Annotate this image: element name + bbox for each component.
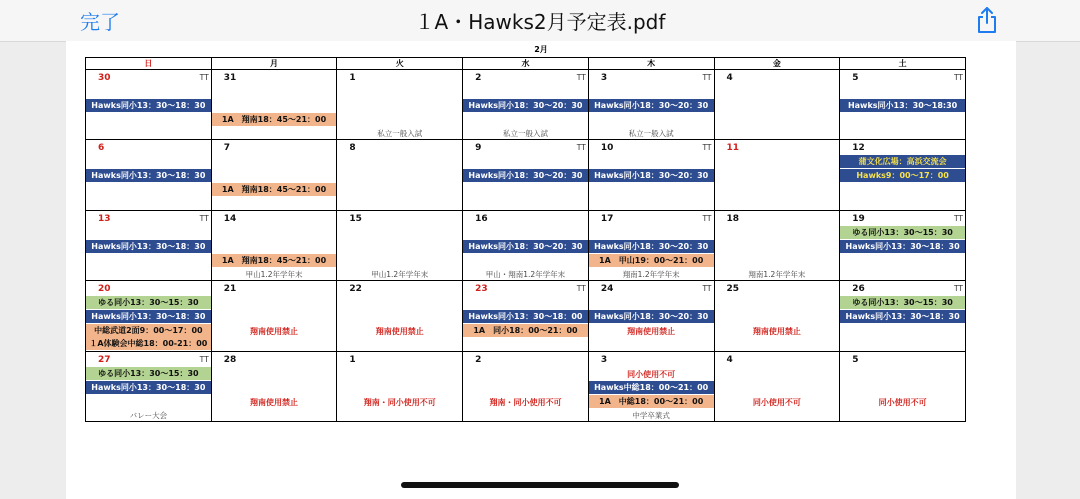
day-number: 21 — [223, 284, 237, 295]
calendar-day-cell — [86, 351, 212, 421]
day-number: 30 — [98, 73, 111, 83]
event-bar: Hawks同小13：30〜18:30 — [840, 99, 965, 112]
tt-marker: TT — [702, 284, 712, 294]
restriction-note: 同小使用不可 — [752, 397, 801, 407]
calendar-day-cell — [463, 281, 589, 351]
calendar-day-cell — [588, 351, 714, 421]
event-note: 翔南1.2年学年末 — [622, 269, 680, 279]
event-bar: 蒲文化広場：高浜交流会 — [840, 155, 965, 168]
event-bar: ゆる同小13：30〜15：30 — [840, 226, 965, 239]
calendar-day-cell — [840, 70, 966, 140]
day-number: 23 — [475, 284, 488, 295]
event-bar: 中総武道2面9：00〜17：00 — [86, 324, 211, 337]
event-note: 甲山1.2年学年末 — [245, 269, 303, 279]
day-number: 15 — [349, 213, 362, 224]
calendar-month-title: 2月 — [534, 45, 548, 54]
tt-marker: TT — [576, 143, 586, 153]
calendar-week-row — [86, 210, 966, 280]
day-number: 14 — [223, 213, 237, 224]
calendar-day-cell — [714, 140, 840, 210]
event-bar: Hawks同小13：30〜18：30 — [86, 310, 211, 323]
event-bar: 1A 翔南18：45〜21：00 — [212, 183, 337, 196]
event-bar: Hawks9：00〜17：00 — [840, 169, 965, 182]
calendar-day-cell — [714, 70, 840, 140]
day-number: 19 — [852, 213, 865, 224]
weekday-header: 金 — [714, 58, 840, 70]
restriction-note: 翔南使用禁止 — [627, 327, 676, 337]
event-bar: Hawks同小18：30〜20：30 — [463, 240, 588, 253]
day-number: 1 — [349, 354, 356, 365]
day-number: 5 — [852, 73, 859, 83]
calendar-day-cell — [588, 140, 714, 210]
day-number: 12 — [852, 143, 865, 154]
tt-marker: TT — [199, 213, 209, 223]
restriction-note: 同小使用不可 — [878, 397, 927, 407]
calendar-day-cell — [211, 140, 337, 210]
event-bar: Hawks同小13：30〜18：30 — [840, 310, 965, 323]
day-number: 13 — [98, 213, 111, 224]
day-number: 1 — [349, 73, 356, 83]
day-number: 16 — [475, 213, 488, 224]
tt-marker: TT — [199, 354, 209, 364]
event-note: 中学卒業式 — [632, 410, 670, 420]
event-note: 翔南1.2年学年末 — [748, 269, 806, 279]
calendar-day-cell — [714, 351, 840, 421]
tt-marker: TT — [702, 73, 712, 82]
calendar-day-cell — [463, 210, 589, 280]
calendar-week-row — [86, 281, 966, 351]
event-note: バレー大会 — [129, 410, 168, 420]
event-bar: Hawks同小18：30〜20：30 — [463, 169, 588, 182]
tt-marker: TT — [199, 73, 209, 82]
tt-marker: TT — [702, 143, 712, 153]
event-bar: Hawks同小18：30〜20：30 — [589, 99, 714, 112]
calendar-day-cell — [463, 351, 589, 421]
day-number: 3 — [600, 354, 608, 365]
event-bar: Hawks中総18：00〜21：00 — [589, 381, 714, 394]
day-number: 28 — [223, 354, 237, 365]
event-bar: １A体験会中総18：00-21：00 — [86, 337, 211, 350]
event-bar: ゆる同小13：30〜15：30 — [86, 367, 211, 380]
day-number: 26 — [852, 284, 865, 295]
calendar-day-cell — [714, 281, 840, 351]
calendar-day-cell — [337, 351, 463, 421]
calendar-week-row — [86, 351, 966, 421]
pdf-page — [66, 41, 1016, 499]
event-bar: 1A 中総18：00〜21：00 — [589, 395, 714, 408]
event-bar: Hawks同小13：30〜18：30 — [86, 169, 211, 182]
event-note: 私立一般入試 — [502, 129, 548, 138]
day-number: 4 — [726, 354, 733, 365]
event-bar: 1A 甲山19：00〜21：00 — [589, 254, 714, 267]
event-bar: 1A 翔南18：45〜21：00 — [212, 254, 337, 267]
calendar-grid — [85, 57, 966, 422]
calendar-day-cell — [337, 140, 463, 210]
calendar-day-cell — [211, 351, 337, 421]
restriction-note: 翔南・同小使用不可 — [363, 397, 436, 407]
event-bar: Hawks同小18：30〜20：30 — [589, 169, 714, 182]
calendar-day-cell — [86, 140, 212, 210]
event-bar: Hawks同小18：30〜20：30 — [463, 99, 588, 112]
restriction-note: 翔南使用禁止 — [752, 327, 801, 337]
event-bar: Hawks同小18：30〜20：30 — [589, 240, 714, 253]
weekday-header: 木 — [588, 58, 714, 70]
calendar-day-cell — [840, 140, 966, 210]
calendar-day-cell — [337, 210, 463, 280]
restriction-note: 同小使用不可 — [627, 369, 676, 379]
nav-bar — [0, 0, 1080, 42]
event-bar: Hawks同小13：30〜18：30 — [86, 381, 211, 394]
tt-marker: TT — [576, 284, 586, 294]
event-bar: ゆる同小13：30〜15：30 — [840, 296, 965, 309]
day-number: 25 — [726, 284, 740, 295]
day-number: 10 — [600, 143, 614, 154]
weekday-header: 火 — [337, 58, 463, 70]
calendar-day-cell — [463, 70, 589, 140]
event-note: 私立一般入試 — [377, 129, 423, 138]
event-bar: ゆる同小13：30〜15：30 — [86, 296, 211, 309]
day-number: 17 — [600, 213, 614, 224]
calendar-day-cell — [840, 351, 966, 421]
weekday-header: 水 — [463, 58, 589, 70]
event-bar: 1A 同小18：00〜21：00 — [463, 324, 588, 337]
tt-marker: TT — [576, 73, 586, 82]
calendar-day-cell — [588, 281, 714, 351]
calendar-day-cell — [86, 210, 212, 280]
tt-marker: TT — [953, 73, 963, 82]
calendar-day-cell — [588, 70, 714, 140]
event-bar: 1A 翔南18：45〜21：00 — [212, 113, 337, 126]
calendar-day-cell — [211, 281, 337, 351]
day-number: 2 — [475, 354, 482, 365]
event-note: 私立一般入試 — [628, 129, 674, 138]
day-number: 27 — [98, 354, 111, 365]
share-icon[interactable] — [974, 6, 1000, 34]
day-number: 18 — [726, 213, 740, 224]
restriction-note: 翔南使用禁止 — [250, 327, 299, 337]
day-number: 3 — [600, 73, 608, 83]
calendar-day-cell — [840, 210, 966, 280]
calendar-day-cell — [588, 210, 714, 280]
restriction-note: 翔南使用禁止 — [375, 327, 424, 337]
day-number: 2 — [475, 73, 482, 83]
tt-marker: TT — [953, 213, 963, 223]
day-number: 4 — [726, 73, 733, 83]
restriction-note: 翔南・同小使用不可 — [489, 397, 562, 407]
day-number: 11 — [726, 143, 740, 154]
event-bar: Hawks同小13：30〜18：30 — [86, 240, 211, 253]
day-number: 20 — [98, 284, 111, 295]
day-number: 5 — [852, 354, 859, 365]
home-indicator[interactable] — [401, 482, 679, 488]
day-number: 22 — [349, 284, 362, 295]
event-bar: Hawks同小13：30〜18：30 — [86, 99, 211, 112]
event-bar: Hawks同小13：30〜18：30 — [840, 240, 965, 253]
calendar-day-cell — [714, 210, 840, 280]
day-number: 24 — [600, 284, 614, 295]
restriction-note: 翔南使用禁止 — [250, 397, 299, 407]
calendar-week-row — [86, 140, 966, 210]
event-bar: Hawks同小13：30〜18：00 — [463, 310, 588, 323]
tt-marker: TT — [702, 213, 712, 223]
calendar-day-cell — [86, 70, 212, 140]
calendar-day-cell — [463, 140, 589, 210]
calendar-day-cell — [337, 70, 463, 140]
calendar-day-cell — [211, 210, 337, 280]
weekday-header: 月 — [211, 58, 337, 70]
event-bar: Hawks同小18：30〜20：30 — [589, 310, 714, 323]
calendar-day-cell — [86, 281, 212, 351]
weekday-header: 土 — [840, 58, 966, 70]
day-number: 8 — [349, 143, 356, 154]
calendar-day-cell — [337, 281, 463, 351]
day-number: 7 — [223, 143, 230, 154]
day-number: 6 — [98, 143, 105, 154]
done-button[interactable]: 完了 — [80, 10, 120, 34]
event-note: 甲山・翔南1.2年学年末 — [485, 269, 566, 279]
calendar-week-row — [86, 70, 966, 140]
tt-marker: TT — [953, 284, 963, 294]
calendar-day-cell — [840, 281, 966, 351]
weekday-header: 日 — [86, 58, 212, 70]
calendar-day-cell — [211, 70, 337, 140]
document-title: １A・Hawks2月予定表.pdf — [414, 10, 666, 34]
day-number: 31 — [223, 73, 237, 83]
event-note: 甲山1.2年学年末 — [371, 269, 429, 279]
day-number: 9 — [475, 143, 482, 154]
